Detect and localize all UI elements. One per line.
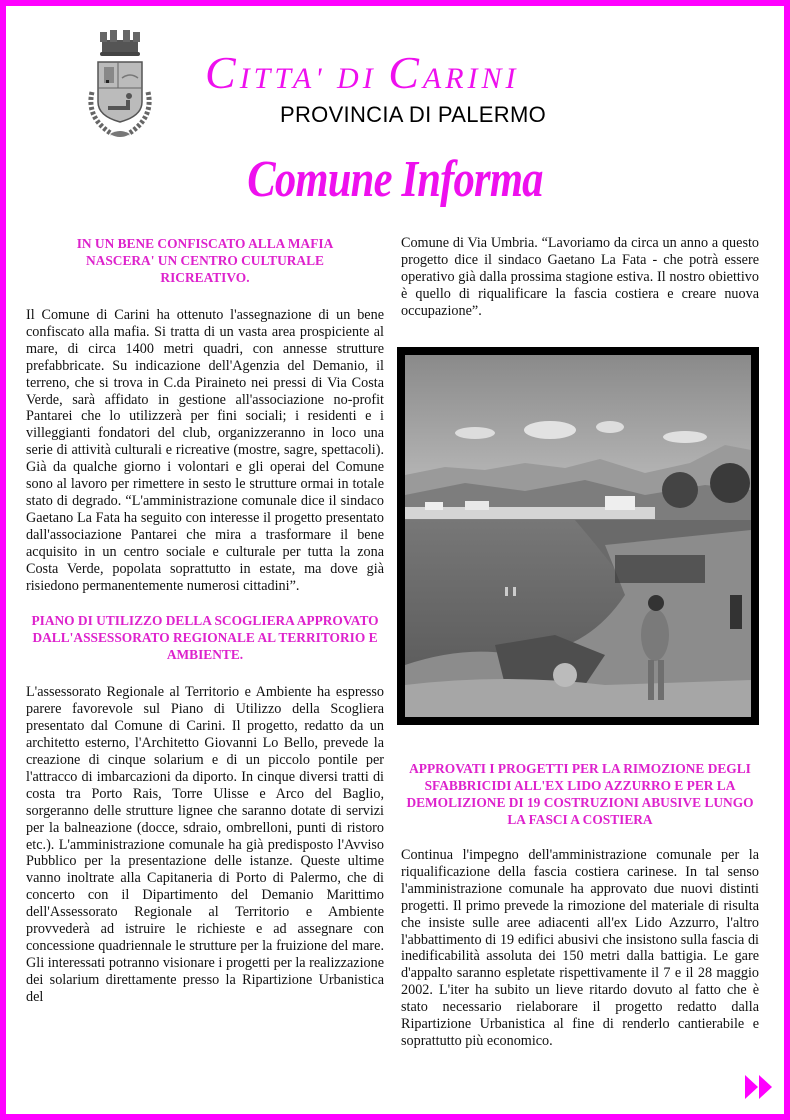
coastline-photo	[397, 347, 759, 725]
fast-forward-icon[interactable]	[745, 1075, 773, 1099]
article-2-body-continued: Comune di Via Umbria. “Lavoriamo da circa un anno a questo progetto dice il sindaco Gaetano La Fata - che potrà essere operativo già dalla prossima stagione estiva. Il nostro obiettivo è quello di riqualificare la fascia costiera e creare nuova occupazione”.	[401, 235, 759, 319]
article-1-headline: IN UN BENE CONFISCATO ALLA MAFIA NASCERA' UN CENTRO CULTURALE RICREATIVO.	[76, 236, 334, 285]
city-title	[205, 47, 520, 98]
article-2-headline: PIANO DI UTILIZZO DELLA SCOGLIERA APPROVATO DALL'ASSESSORATO REGIONALE AL TERRITORIO E AMBIENTE.	[31, 613, 379, 663]
article-3-headline: APPROVATI I PROGETTI PER LA RIMOZIONE DEGLI SFABBRICIDI ALL'EX LIDO AZZURRO E PER LA DEMOLIZIONE DI 19 COSTRUZIONI ABUSIVE LUNGO LA FASCI A COSTIERA	[406, 761, 754, 827]
city-title-part-2: ARINI	[422, 62, 520, 95]
article-3-body-wrapper	[401, 847, 759, 1050]
article-3	[401, 760, 759, 828]
city-title-part-1: ITTA' DI	[239, 62, 389, 95]
article-1-body: Il Comune di Carini ha ottenuto l'assegnazione di un bene confiscato alla mafia. Si tratta di un vasta area prospiciente al mare, di circa 1400 metri quadri, con annesse strutture prefabbricate. Su indicazione dell'Agenzia del Demanio, il terreno, che si trova in C.da Piraineto nei pressi di Via Costa Verde, sarà affidato in gestione all'associazione no-profit Pantarei che lo utilizzerà per fini sociali; i residenti e i villeggianti fondatori del club, organizzeranno in loco una serie di attività culturali e ricreative (mostre, sagre, spettacoli). Già da qualche giorno i volontari e gli operai del Comune sono al lavoro per rimettere in sesto le strutture ormai in totale stato di degrado. “L'amministrazione comunale dice il sindaco Gaetano La Fata ha seguito con interesse il progetto presentato dall'associazione Pantarei che mira a trasformare il bene acquisito in un centro sociale e culturale per tutta la zona Costa Verde, popolata soprattutto in estate, ma dove già risiedono permanentemente numerosi cittadini”.	[26, 307, 384, 594]
province-subtitle: PROVINCIA DI PALERMO	[280, 102, 546, 127]
masthead-title: Comune Informa	[247, 151, 543, 208]
coat-of-arms-icon	[80, 30, 160, 142]
city-title-initial-1: C	[205, 47, 240, 98]
article-2-body: L'assessorato Regionale al Territorio e Ambiente ha espresso parere favorevole sul Piano di Utilizzo della Scogliera presentato dal Comune di Carini. Il progetto, redatto da un architetto esterno, l'Architetto Giovanni Lo Bello, prevede la creazione di cinque solarium e di un piccolo pontile per l'attracco di imbarcazioni da diporto. In cinque diversi tratti di costa tra Porto Rais, Torre Ulisse e Arco del Baglio, sorgeranno delle strutture lignee che saranno dotate di servizi per la balneazione (docce, sdraio, ombrelloni, punti di ristoro etc.). L'amministrazione comunale ha già predisposto l'Avviso Pubblico per la presentazione delle istanze. Queste ultime vanno inoltrate alla Capitaneria di Porto di Palermo, che di concerto con il Dipartimento del Demanio Marittimo dell'Assessorato Regionale al Territorio e Ambiente provvederà ad istruire le richieste e ad assegnare con concessione quadriennale le strutture per la fruizione del mare. Gli interessati potranno visionare i progetti per la realizzazione dei solarium direttamente presso la Ripartizione Urbanistica del	[26, 684, 384, 1005]
article-3-body: Continua l'impegno dell'amministrazione comunale per la riqualificazione della fascia costiera carinese. In tal senso l'amministrazione comunale ha approvato due nuovi distinti progetti. Il primo prevede la rimozione del materiale di risulta che insiste sulle aree adiacenti all'ex Lido Azzurro, l'altro l'abbattimento di 19 edifici abusivi che insistono sulla fascia di inedificabilità assoluta dei 150 metri dalla battigia. Le gare d'appalto saranno espletate rispettivamente il 7 e il 28 maggio 2002. L'iter ha subito un lieve ritardo dovuto al fatto che è stato necessario rielaborare il progetto redatto dalla Ripartizione Urbanistica al fine di renderlo cantierabile e soprattutto più economico.	[401, 847, 759, 1049]
city-title-initial-2: C	[388, 47, 423, 98]
right-column	[401, 235, 759, 320]
left-column	[26, 235, 384, 1006]
